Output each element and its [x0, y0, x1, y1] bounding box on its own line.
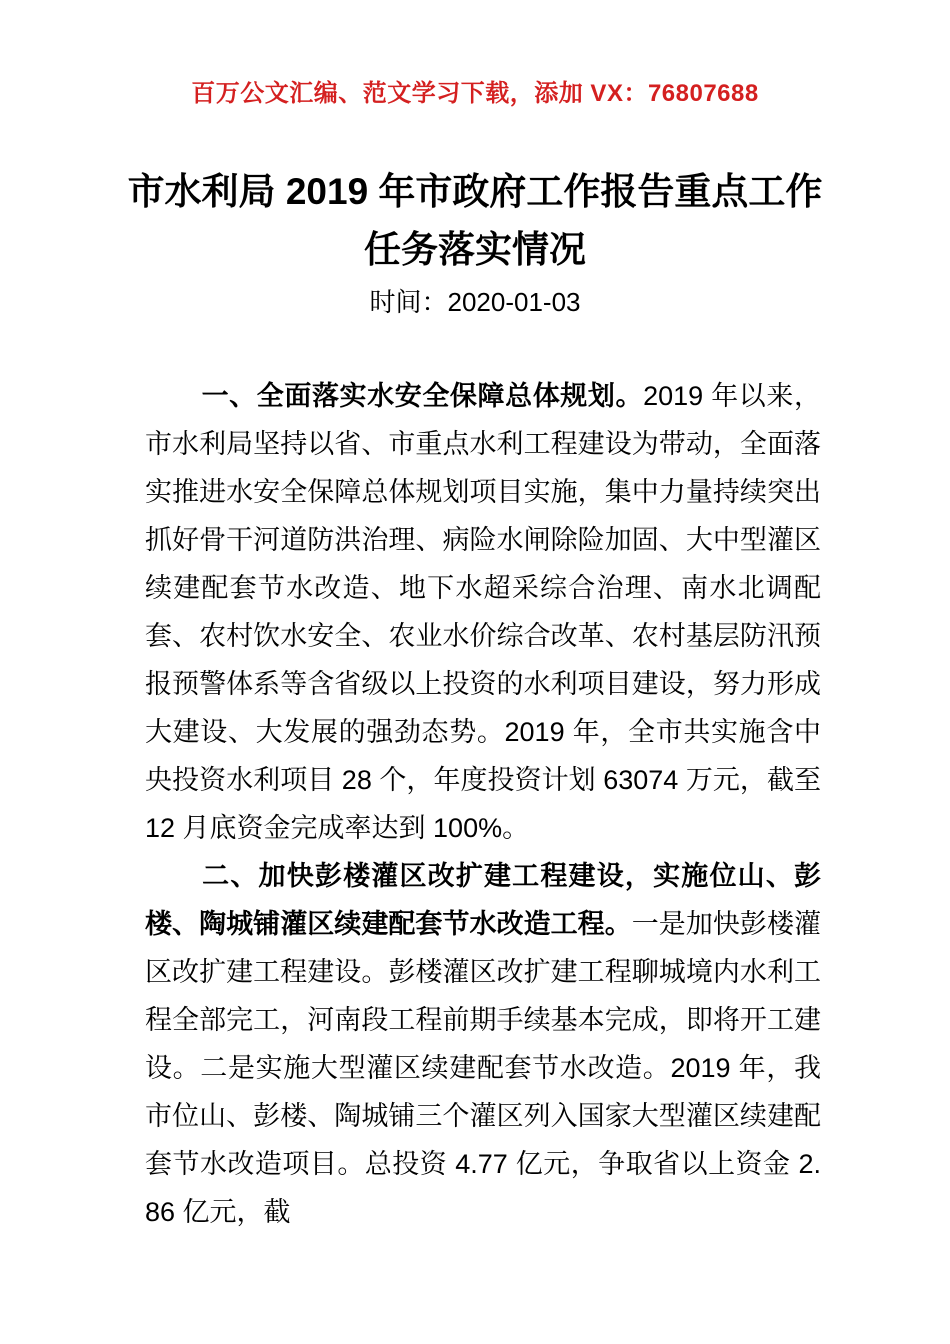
section-1-heading: 一、全面落实水安全保障总体规划。: [201, 381, 644, 411]
section-paragraph-2: [145, 852, 821, 1236]
section-2-heading: 二、加快彭楼灌区改扩建工程建设，实施位山、彭楼、陶城铺灌区续建配套节水改造工程。: [145, 861, 821, 939]
promo-watermark: 百万公文汇编、范文学习下载，添加 VX：76807688: [191, 80, 759, 107]
document-body: [145, 372, 821, 1236]
document-date: 时间：2020-01-03: [369, 287, 581, 317]
page-title-line-1: 市水利局 2019 年市政府工作报告重点工作: [127, 171, 823, 212]
page-title-line-2: 任务落实情况: [364, 229, 586, 270]
section-1-body: 2019 年以来，市水利局坚持以省、市重点水利工程建设为带动，全面落实推进水安全保障总体规划项目实施，集中力量持续突出抓好骨干河道防洪治理、病险水闸除险加固、大中型灌区续建配套节水改造、地下水超采综合治理、南水北调配套、农村饮水安全、农业水价综合改革、农村基层防汛预报预警体系等含省级以上投资的水利项目建设，努力形成大建设、大发展的强劲态势。2019 年，全市共实施含中央投资水利项目 28 个，年度投资计划 63074 万元，截至 12 月底资金完成率达到 100%。: [145, 381, 821, 843]
section-2-body: 一是加快彭楼灌区改扩建工程建设。彭楼灌区改扩建工程聊城境内水利工程全部完工，河南段工程前期手续基本完成，即将开工建设。二是实施大型灌区续建配套节水改造。2019 年，我市位山、彭楼、陶城铺三个灌区列入国家大型灌区续建配套节水改造项目。总投资 4.77 亿元，争取省以上资金 2.86 亿元，截: [145, 909, 821, 1227]
section-paragraph-1: [145, 372, 821, 852]
page-title: [100, 163, 850, 279]
